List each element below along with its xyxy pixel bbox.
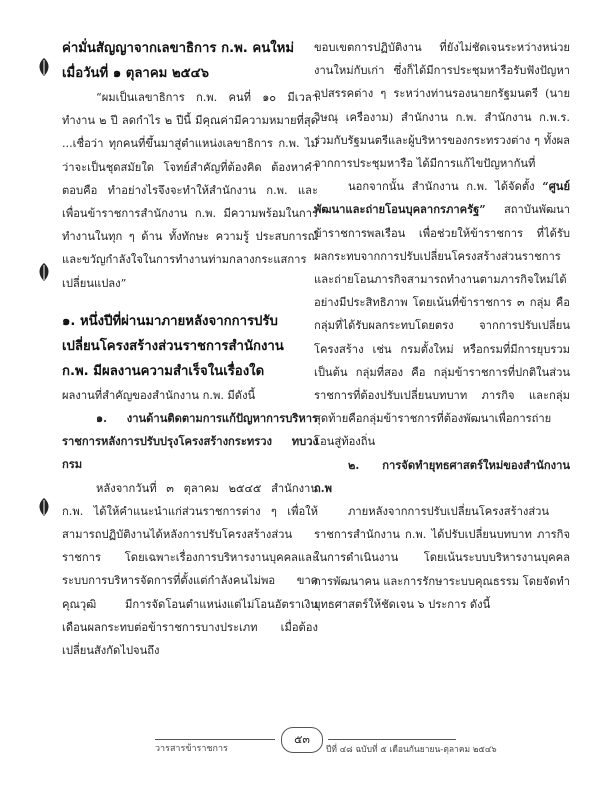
center-paragraph-rest: สถาบันพัฒนาข้าราชการพลเรือน เพื่อช่วยให้ข้าราชการ ที่ได้รับผลกระทบจากการปรับเปลี่ยนโครงสร้างส่วนราชการและถ่ายโอนภารกิจสามารถทำงานตามภารกิจใหม่ได้อย่างมีประสิทธิภาพ โดยเน้นที่ข้าราชการ ๓ กลุ่ม คือกลุ่มที่ได้รับผลกระทบโดยตรง จากการปรับเปลี่ยนโครงสร้าง เช่น กรมตั้งใหม่ หรือกรมที่มีการยุบรวม เป็นต้น กลุ่มที่สอง คือ กลุ่มข้าราชการที่ปกติในส่วน ราชการที่ต้องปรับเปลี่ยนบทบาท ภารกิจ และกลุ่มสุดท้ายคือกลุ่มข้าราชการที่ต้องพัฒนาเพื่อการถ่ายโอนสู่ท้องถิ่น [314, 203, 570, 449]
heading-line: ๑. หนึ่งปีที่ผ่านมาภายหลังจากการปรับ [62, 313, 278, 329]
section-heading-promise [62, 36, 318, 86]
issue-info: ปีที่ ๔๘ ฉบับที่ ๕ เดือนกันยายน-ตุลาคม ๒๕๔๖ [326, 745, 497, 755]
continuation-paragraph: ขอบเขตการปฏิบัติงาน ที่ยังไม่ชัดเจนระหว่างหน่วยงานใหม่กับเก่า ซึ่งก็ได้มีการประชุมหารือรับฟังปัญหาอุปสรรคต่าง ๆ ระหว่างท่านรองนายกรัฐมนตรี (นายวิษณุ เครืองาม) สำนักงาน ก.พ. สำนักงาน ก.พ.ร. ร่วมกับรัฐมนตรีและผู้บริหารของกระทรวงต่าง ๆ ทั้งผลจากการประชุมหารือ ได้มีการแก้ไขปัญหากันที่ [314, 41, 570, 171]
heading-line: ก.พ. มีผลงานความสำเร็จในเรื่องใด [62, 363, 265, 379]
page-footer [0, 724, 612, 754]
leaf-bullet-icon [36, 497, 52, 517]
section-heading-achievements [62, 309, 318, 384]
intro-paragraph: ผลงานที่สำคัญของสำนักงาน ก.พ. มีดังนี้ [62, 388, 256, 402]
final-paragraph: ภายหลังจากการปรับเปลี่ยนโครงสร้างส่วนราชการสำนักงาน ก.พ. ได้ปรับเปลี่ยนบทบาท ภารกิจในการดำเนินงาน โดยเน้นระบบบริหารงานบุคคล การพัฒนาคน และการรักษาระบบคุณธรรม โดยจัดทำยุทธศาสตร์ให้ชัดเจน ๖ ประการ ดังนี้ [314, 505, 570, 611]
center-name: “ศูนย์พัฒนาและถ่ายโอนบุคลากรภาครัฐ” [314, 179, 571, 217]
main-paragraph: หลังจากวันที่ ๓ ตุลาคม ๒๕๔๕ สำนักงาน ก.พ. ได้ให้คำแนะนำแก่ส่วนราชการต่าง ๆ เพื่อให้สามารถปฏิบัติงานได้หลังการปรับโครงสร้างส่วนราชการ โดยเฉพาะเรื่องการบริหารงานบุคคลและระบบการบริหารจัดการที่ตั้งแต่กำลังคนไม่พอ ขาดคุณวุฒิ มีการจัดโอนตำแหน่งแต่ไม่โอนอัตราเงินเดือนผลกระทบต่อข้าราชการบางประเภท เมื่อต้องเปลี่ยนสังกัดไปจนถึง [62, 481, 318, 658]
footer-rule-right [328, 739, 456, 740]
leaf-bullet-icon [36, 262, 52, 282]
subheading-2: ๒. การจัดทำยุทธศาสตร์ใหม่ของสำนักงาน ก.พ [314, 457, 570, 495]
page-number: ๕๓ [281, 727, 323, 753]
right-column [314, 36, 570, 616]
footer-rule-left [155, 739, 275, 740]
heading-line: เปลี่ยนโครงสร้างส่วนราชการสำนักงาน [62, 338, 284, 354]
left-column [62, 36, 318, 662]
quote-paragraph: “ผมเป็นเลขาธิการ ก.พ. คนที่ ๑๐ มีเวลาทำงาน ๒ ปี ลดกำไร ๒ ปีนี้ มีคุณค่ามีความหมายที่สุด ...เชื่อว่า ทุกคนที่ขึ้นมาสู่ตำแหน่งเลขาธิการ ก.พ. ไม่ว่าจะเป็นชุดสมัยใด โจทย์สำคัญที่ต้องคิด ต้องหาคำตอบคือ ทำอย่างไรจึงจะทำให้สำนักงาน ก.พ. และเพื่อนข้าราชการสำนักงาน ก.พ. มีความพร้อมในการทำงานในทุก ๆ ด้าน ทั้งทักษะ ความรู้ ประสบการณ์ และขวัญกำลังใจในการทำงานท่ามกลางกระแสการเปลี่ยนแปลง” [62, 91, 318, 290]
publication-name: วารสารข้าราชการ [155, 744, 228, 754]
center-paragraph [314, 175, 570, 453]
heading-line: เมื่อวันที่ ๑ ตุลาคม ๒๕๔๖ [62, 66, 209, 81]
subheading-1: ๑. งานด้านติดตามการแก้ปัญหาการบริหารราชการหลังการปรับปรุงโครงสร้างกระทรวง ทบวง กรม [62, 411, 318, 472]
heading-line: ค่ามั่นสัญญาจากเลขาธิการ ก.พ. คนใหม่ [62, 41, 295, 56]
center-paragraph-prefix: นอกจากนั้น สำนักงาน ก.พ. ได้จัดตั้ง [348, 180, 535, 194]
leaf-bullet-icon [36, 57, 52, 77]
